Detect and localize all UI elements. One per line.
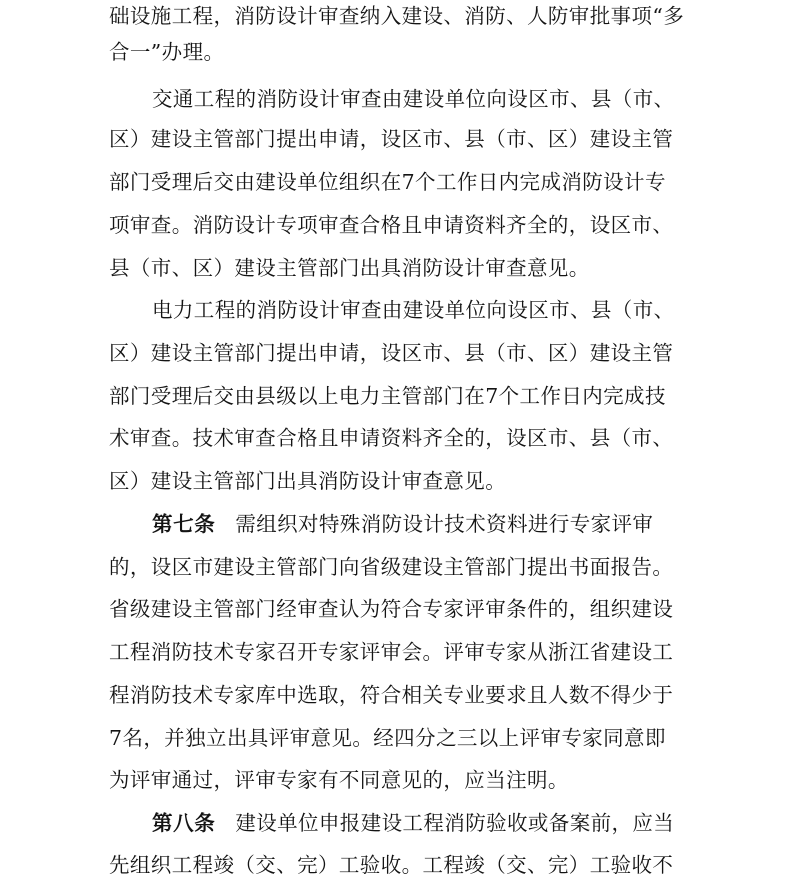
text-line-9: 区）建设主管部门提出申请，设区市、县（市、区）建设主管 xyxy=(109,341,674,365)
article-8-line xyxy=(152,807,732,839)
text-line-16: 工程消防技术专家召开专家评审会。评审专家从浙江省建设工 xyxy=(109,640,674,664)
text-line-12: 区）建设主管部门出具消防设计审查意见。 xyxy=(109,469,507,493)
text-line-17: 程消防技术专家库中选取，符合相关专业要求且人数不得少于 xyxy=(109,683,674,707)
text-line-15: 省级建设主管部门经审查认为符合专家评审条件的，组织建设 xyxy=(109,597,674,621)
article-7-line xyxy=(152,508,732,540)
article-8-first-line: 建设单位申报建设工程消防验收或备案前，应当 xyxy=(235,811,675,835)
text-line-8: 电力工程的消防设计审查由建设单位向设区市、县（市、 xyxy=(152,298,675,322)
text-line-3: 交通工程的消防设计审查由建设单位向设区市、县（市、 xyxy=(152,87,675,111)
text-line-18: 7名，并独立出具评审意见。经四分之三以上评审专家同意即 xyxy=(109,726,666,750)
text-line-11: 术审查。技术审查合格且申请资料齐全的，设区市、县（市、 xyxy=(109,426,674,450)
text-line-2: 合一”办理。 xyxy=(109,40,225,64)
text-line-5: 部门受理后交由建设单位组织在7个工作日内完成消防设计专 xyxy=(109,170,666,194)
text-line-19: 为评审通过，评审专家有不同意见的，应当注明。 xyxy=(109,768,569,792)
text-line-6: 项审查。消防设计专项审查合格且申请资料齐全的，设区市、 xyxy=(109,213,674,237)
text-line-1: 础设施工程，消防设计审查纳入建设、消防、人防审批事项“多 xyxy=(109,4,685,28)
text-line-7: 县（市、区）建设主管部门出具消防设计审查意见。 xyxy=(109,256,590,280)
text-line-10: 部门受理后交由县级以上电力主管部门在7个工作日内完成技 xyxy=(109,384,666,408)
text-line-14: 的，设区市建设主管部门向省级建设主管部门提出书面报告。 xyxy=(109,555,674,579)
text-line-21: 先组织工程竣（交、完）工验收。工程竣（交、完）工验收不 xyxy=(109,853,674,877)
text-line-4: 区）建设主管部门提出申请，设区市、县（市、区）建设主管 xyxy=(109,127,674,151)
article-7-heading: 第七条 xyxy=(152,512,216,536)
article-7-first-line: 需组织对特殊消防设计技术资料进行专家评审 xyxy=(235,512,654,536)
article-8-heading: 第八条 xyxy=(152,811,216,835)
